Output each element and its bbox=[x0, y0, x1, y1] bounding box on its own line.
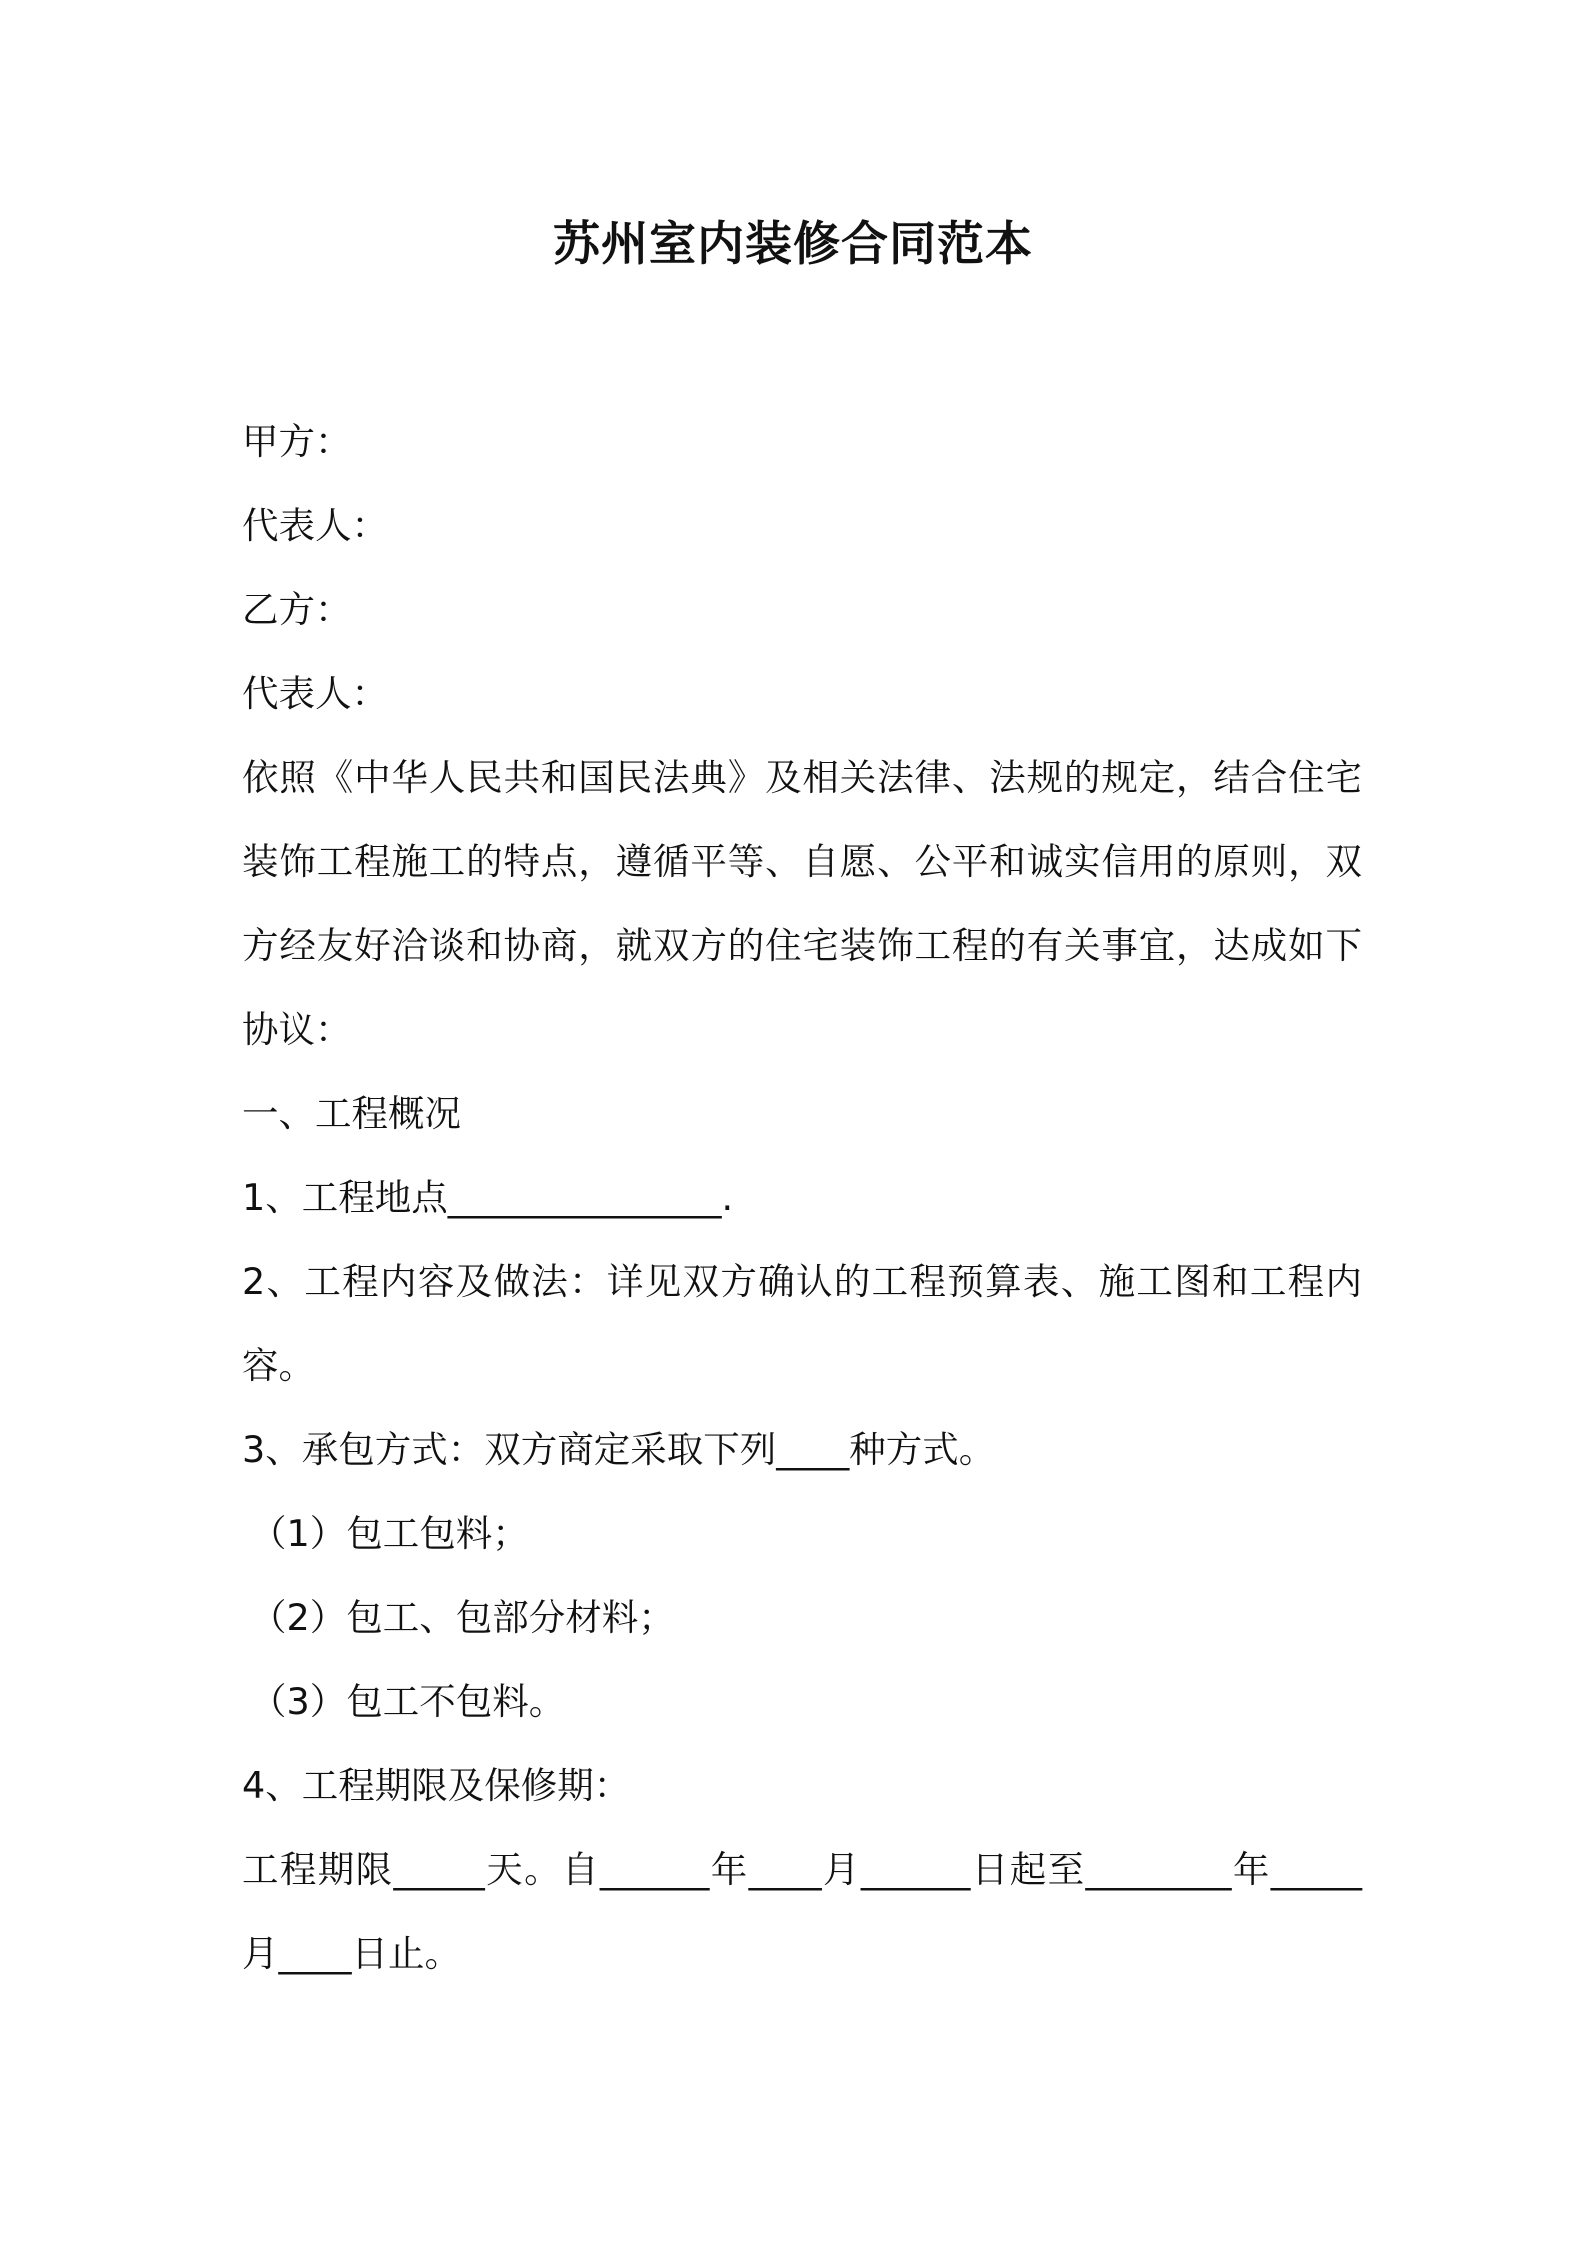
clause-period-dates: 工程期限_____天。自______年____月______日起至________年_____月____日止。 bbox=[242, 1848, 1362, 1975]
section-heading-project-overview: 一、工程概况 bbox=[242, 1092, 461, 1135]
option-1: （1）包工包料； bbox=[250, 1512, 529, 1555]
option-2: （2）包工、包部分材料； bbox=[250, 1596, 675, 1639]
option-3: （3）包工不包料。 bbox=[250, 1680, 566, 1723]
clause-period-and-warranty: 4、工程期限及保修期： bbox=[242, 1764, 631, 1807]
document-body bbox=[242, 400, 1362, 1996]
document-title: 苏州室内装修合同范本 bbox=[553, 217, 1033, 272]
party-b-representative-line: 代表人： bbox=[242, 672, 388, 715]
party-a-representative-line: 代表人： bbox=[242, 504, 388, 547]
party-b-line: 乙方： bbox=[242, 588, 352, 631]
clause-project-location: 1、工程地点_______________. bbox=[242, 1176, 734, 1219]
party-a-line: 甲方： bbox=[242, 420, 352, 463]
clause-project-content: 2、工程内容及做法：详见双方确认的工程预算表、施工图和工程内容。 bbox=[242, 1260, 1362, 1387]
clause-contract-method: 3、承包方式：双方商定采取下列____种方式。 bbox=[242, 1428, 996, 1471]
preamble-paragraph: 依照《中华人民共和国民法典》及相关法律、法规的规定，结合住宅装饰工程施工的特点，遵循平等、自愿、公平和诚实信用的原则，双方经友好洽谈和协商，就双方的住宅装饰工程的有关事宜，达成如下协议： bbox=[242, 756, 1362, 1051]
